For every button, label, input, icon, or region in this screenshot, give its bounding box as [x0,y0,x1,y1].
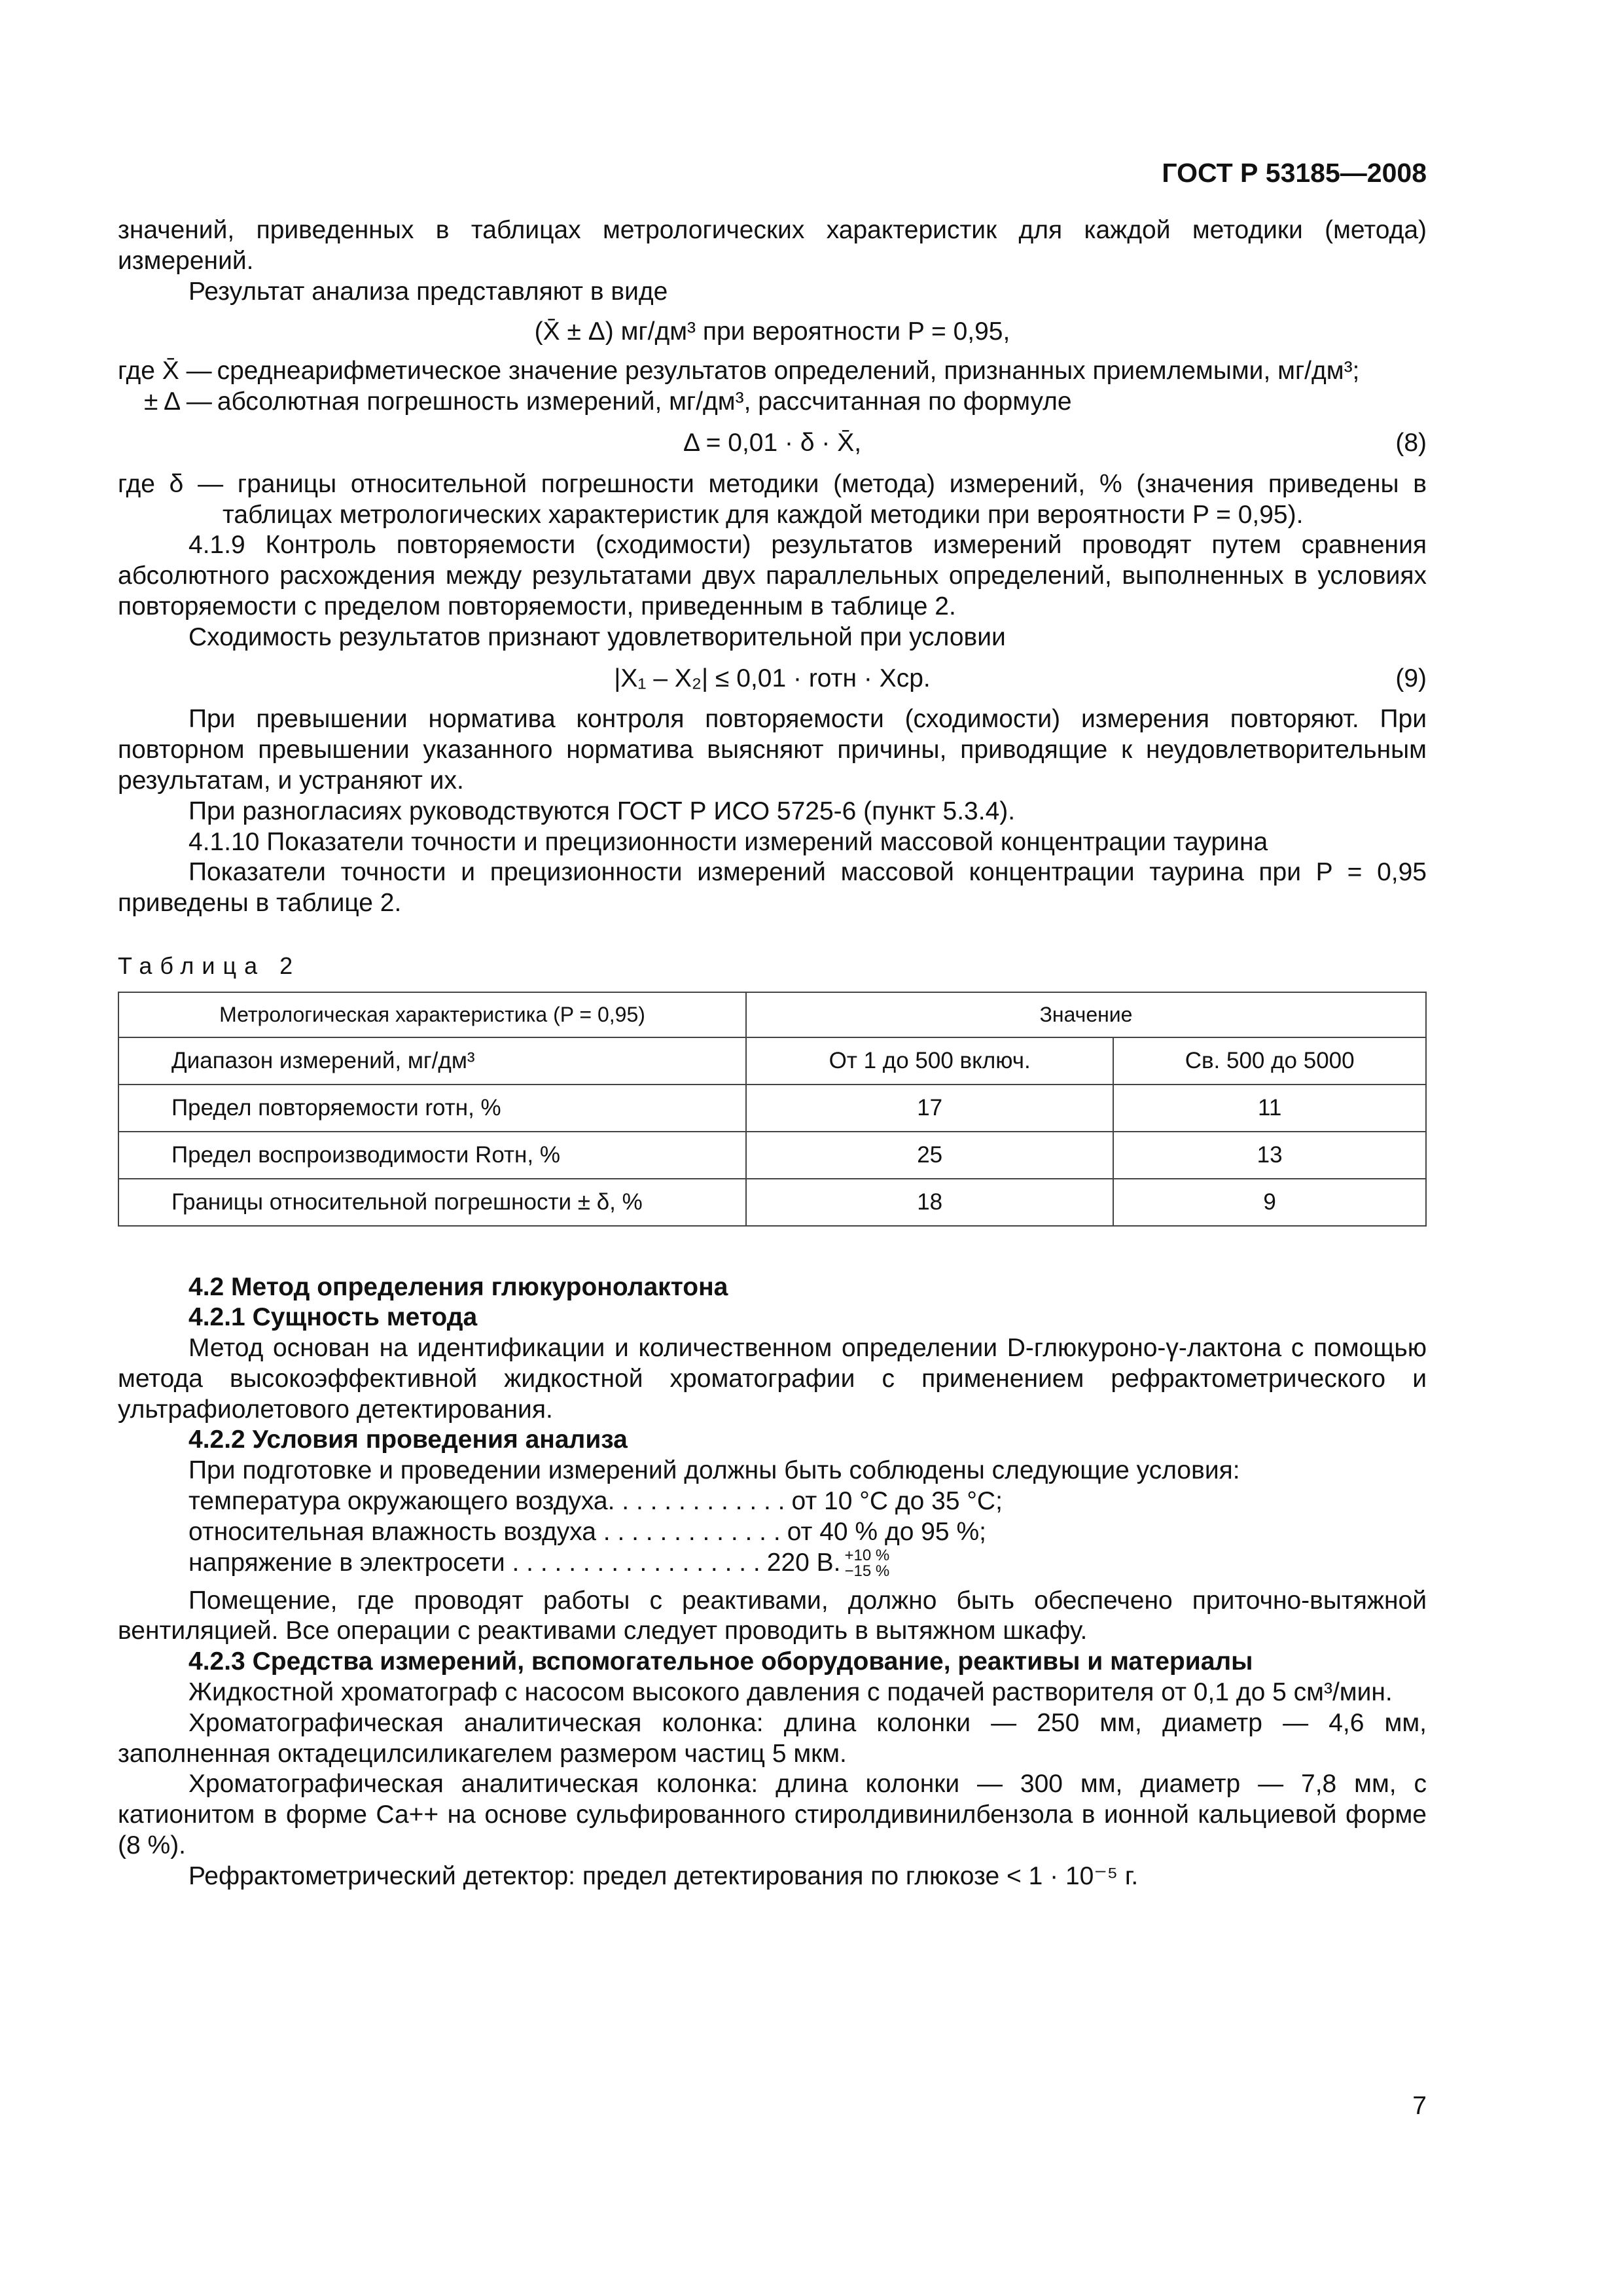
formula-9 [118,664,1427,694]
paragraph: 4.1.9 Контроль повторяемости (сходимости) результатов измерений проводят путем сравнения абсолютного расхождения между результатами двух параллельных определений, выполненных в условиях повторяемости с пределом повторяемости, приведенным в таблице 2. [118,531,1427,620]
paragraph: Метод основан на идентификации и количественном определении D-глюкуроно-γ-лактона с помощью метода высокоэффективной жидкостной хроматографии с применением рефрактометрического и ультрафиолетового детектирования. [118,1334,1427,1424]
tolerance-lower: −15 % [844,1562,890,1580]
metrology-table [118,992,1427,1226]
table-cell: От 1 до 500 включ. [746,1037,1113,1085]
condition-voltage [118,1548,1427,1579]
paragraph: Показатели точности и прецизионности измерений массовой концентрации таурина при P = 0,95 приведены в таблице 2. [118,858,1427,918]
condition-value: от 40 % до 95 %; [787,1517,986,1546]
formula-text: |X₁ – X₂| ≤ 0,01 · rотн · Xср. [614,664,931,692]
condition-label: напряжение в электросети . . . . . . . . . . . . . . . . . . [188,1549,760,1577]
formula-result: (X̄ ± Δ) мг/дм³ при вероятности P = 0,95, [534,317,1010,346]
table-cell: 11 [1113,1085,1426,1132]
table-cell: 9 [1113,1179,1426,1226]
section-heading: 4.2.1 Сущность метода [188,1303,478,1332]
table-title: Таблица 2 [118,952,301,979]
paragraph: При разногласиях руководствуются ГОСТ Р ИСО 5725-6 (пункт 5.3.4). [188,797,1016,825]
definition-body: абсолютная погрешность измерений, мг/дм³, рассчитанная по формуле [217,387,1072,416]
paragraph: Хроматографическая аналитическая колонка: длина колонки — 300 мм, диаметр — 7,8 мм, с катионитом в форме Са++ на основе сульфированного стиролдивинилбензола в ионной кальциевой форме (8 %). [118,1770,1427,1860]
paragraph: где δ — границы относительной погрешности методики (метода) измерений, % (значения приведены в таблицах метрологических характеристик для каждой методики при вероятности P = 0,95). [118,469,1427,529]
paragraph: Хроматографическая аналитическая колонка: длина колонки — 250 мм, диаметр — 4,6 мм, заполненная октадецилсиликагелем размером частиц 5 мкм. [118,1708,1427,1768]
tolerance-upper: +10 % [844,1546,890,1564]
section-heading: 4.2.3 Средства измерений, вспомогательное оборудование, реактивы и материалы [188,1647,1253,1676]
condition-label: температура окружающего воздуха. . . . . . . . . . . . . [188,1487,785,1516]
paragraph: значений, приведенных в таблицах метрологических характеристик для каждой методики (метода) измерений. [118,216,1427,275]
table-row [118,1132,1426,1179]
table-cell: 13 [1113,1132,1426,1179]
paragraph: 4.1.10 Показатели точности и прецизионности измерений массовой концентрации таурина [188,827,1268,856]
paragraph: Помещение, где проводят работы с реактивами, должно быть обеспечено приточно-вытяжной вентиляцией. Все операции с реактивами следует проводить в вытяжном шкафу. [118,1586,1427,1645]
document-header: ГОСТ Р 53185—2008 [1162,158,1427,188]
table-cell-label: Предел повторяемости rотн, % [118,1085,746,1132]
definition-x-mean [118,356,1427,387]
table-cell: 25 [746,1132,1113,1179]
paragraph: При превышении норматива контроля повторяемости (сходимости) измерения повторяют. При повторном превышении указанного норматива выясняют причины, приводящие к неудовлетворительным результатам, и устраняют их. [118,705,1427,795]
table-row [118,1085,1426,1132]
condition-label: относительная влажность воздуха . . . . . . . . . . . . . [188,1517,781,1546]
condition-temperature [118,1486,1427,1517]
page-number: 7 [1412,2092,1427,2120]
paragraph: Результат анализа представляют в виде [188,277,668,306]
definition-delta [118,387,1427,418]
table-row [118,1037,1426,1085]
definition-term: ± Δ — [144,387,212,416]
table-cell: Св. 500 до 5000 [1113,1037,1426,1085]
definition-term: где X̄ — [118,357,212,386]
table-header-characteristic: Метрологическая характеристика (P = 0,95) [118,992,746,1037]
condition-humidity [118,1517,1427,1548]
formula-text: Δ = 0,01 · δ · X̄, [683,428,862,457]
paragraph: При подготовке и проведении измерений должны быть соблюдены следующие условия: [188,1456,1240,1485]
table-cell-label: Границы относительной погрешности ± δ, % [118,1179,746,1226]
condition-value: 220 В. [766,1549,841,1577]
paragraph: Сходимость результатов признают удовлетворительной при условии [188,622,1006,651]
section-heading: 4.2.2 Условия проведения анализа [188,1426,628,1454]
definition-body: среднеарифметическое значение результатов определений, признанных приемлемыми, мг/дм³; [217,357,1360,386]
table-cell-label: Предел воспроизводимости Rотн, % [118,1132,746,1179]
document-page [118,157,1427,1892]
table-cell-label: Диапазон измерений, мг/дм³ [118,1037,746,1085]
paragraph: Рефрактометрический детектор: предел детектирования по глюкозе < 1 · 10⁻⁵ г. [188,1861,1139,1890]
table-header-value: Значение [746,992,1426,1037]
formula-8 [118,428,1427,459]
formula-number: (8) [1395,428,1427,457]
table-cell: 18 [746,1179,1113,1226]
section-heading: 4.2 Метод определения глюкуронолактона [188,1272,728,1301]
condition-value: от 10 °С до 35 °С; [791,1487,1003,1516]
table-row [118,1179,1426,1226]
paragraph: Жидкостной хроматограф с насосом высокого давления с подачей растворителя от 0,1 до 5 см³/мин. [188,1678,1393,1707]
table-cell: 17 [746,1085,1113,1132]
formula-number: (9) [1395,664,1427,692]
